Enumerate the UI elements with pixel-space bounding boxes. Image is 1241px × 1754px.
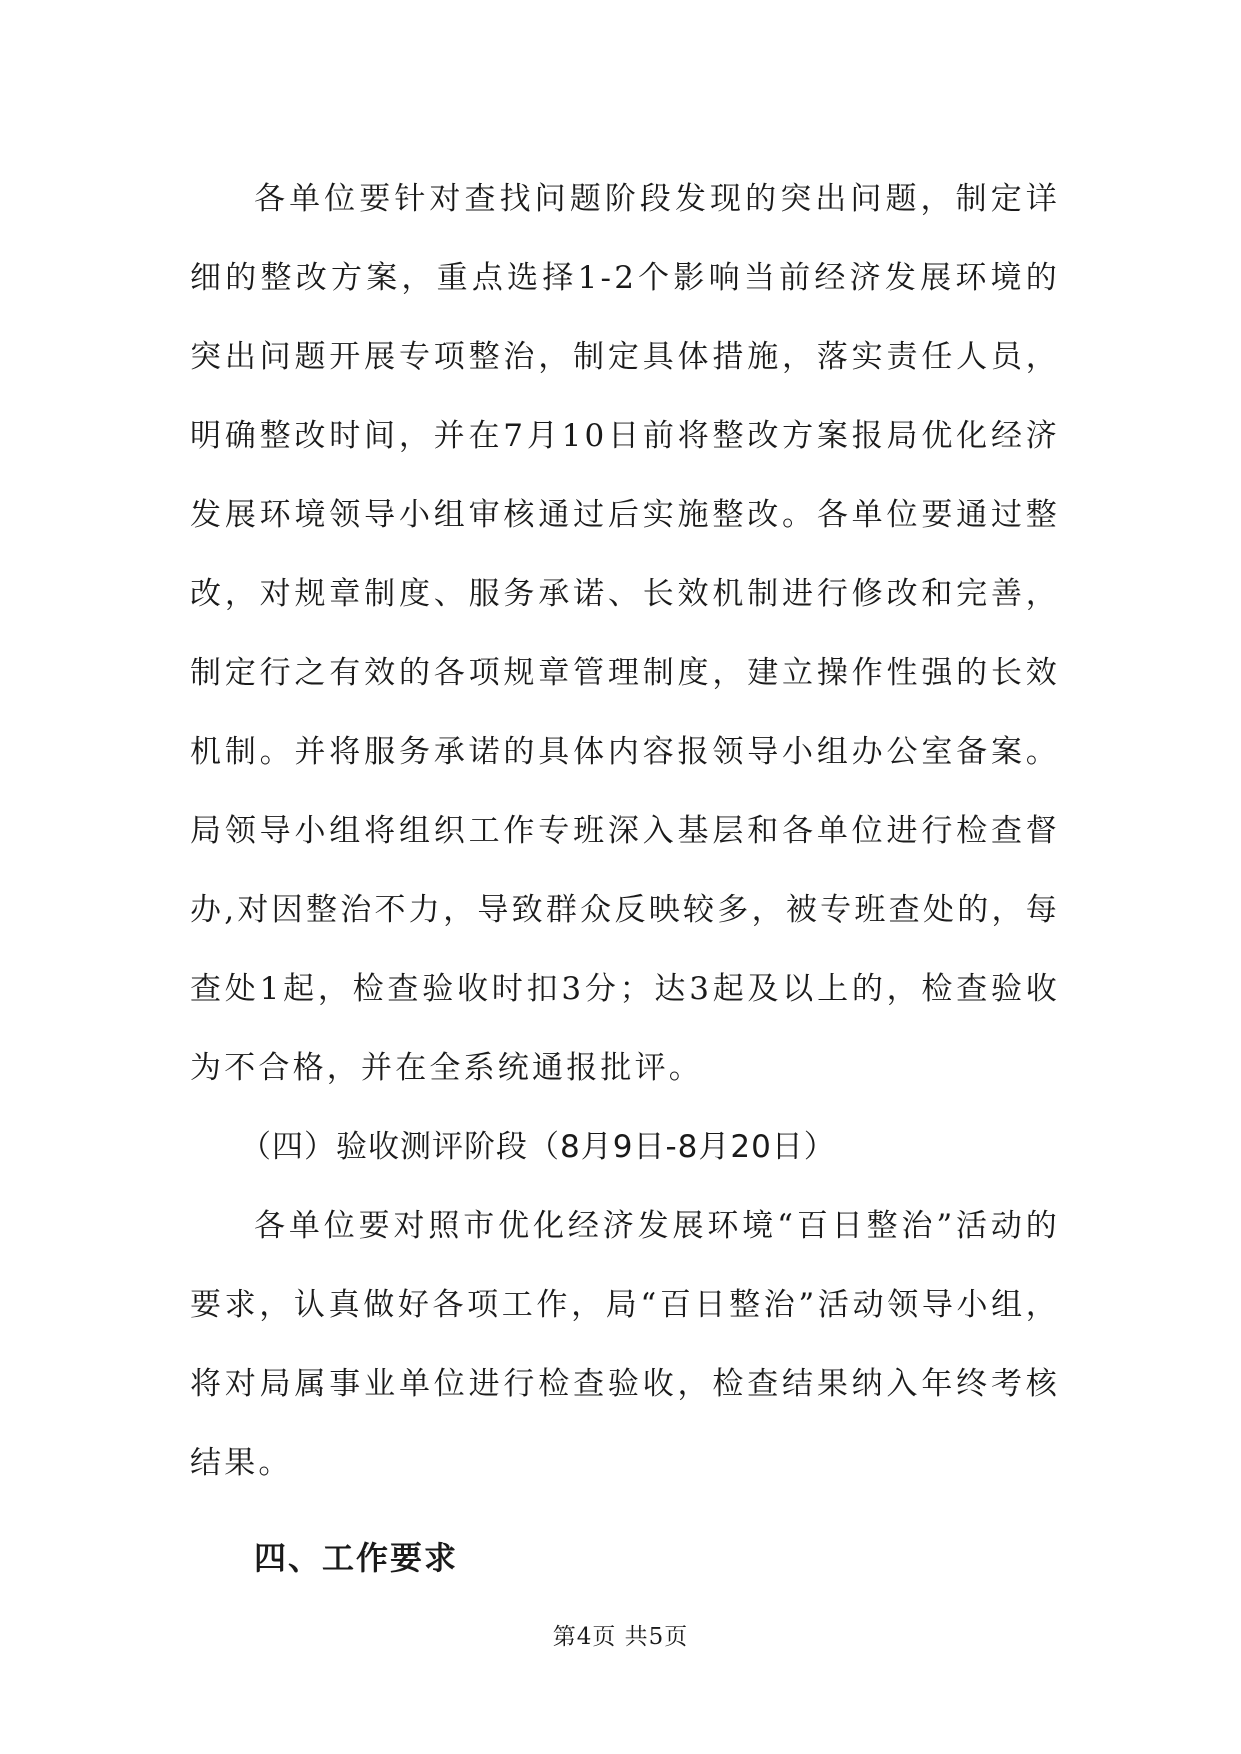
body-paragraph: 各单位要对照市优化经济发展环境“百日整治”活动的要求，认真做好各项工作，局“百日整治”活动领导小组，将对局属事业单位进行检查验收，检查结果纳入年终考核结果。 [190, 1208, 1060, 1481]
section-heading: 四、工作要求 [254, 1539, 459, 1577]
body-paragraph: 各单位要针对查找问题阶段发现的突出问题，制定详细的整改方案，重点选择1-2个影响当前经济发展环境的突出问题开展专项整治，制定具体措施，落实责任人员，明确整改时间，并在7月10日前将整改方案报局优化经济发展环境领导小组审核通过后实施整改。各单位要通过整改，对规章制度、服务承诺、长效机制进行修改和完善，制定行之有效的各项规章管理制度，建立操作性强的长效机制。并将服务承诺的具体内容报领导小组办公室备案。局领导小组将组织工作专班深入基层和各单位进行检查督办,对因整治不力，导致群众反映较多，被专班查处的，每查处1起，检查验收时扣3分；达3起及以上的，检查验收为不合格，并在全系统通报批评。 [190, 181, 1060, 1086]
section-subheading: （四）验收测评阶段（8月9日-8月20日） [240, 1129, 836, 1165]
page-number-footer: 第4页 共5页 [552, 1624, 689, 1650]
document-body [190, 160, 1060, 1598]
